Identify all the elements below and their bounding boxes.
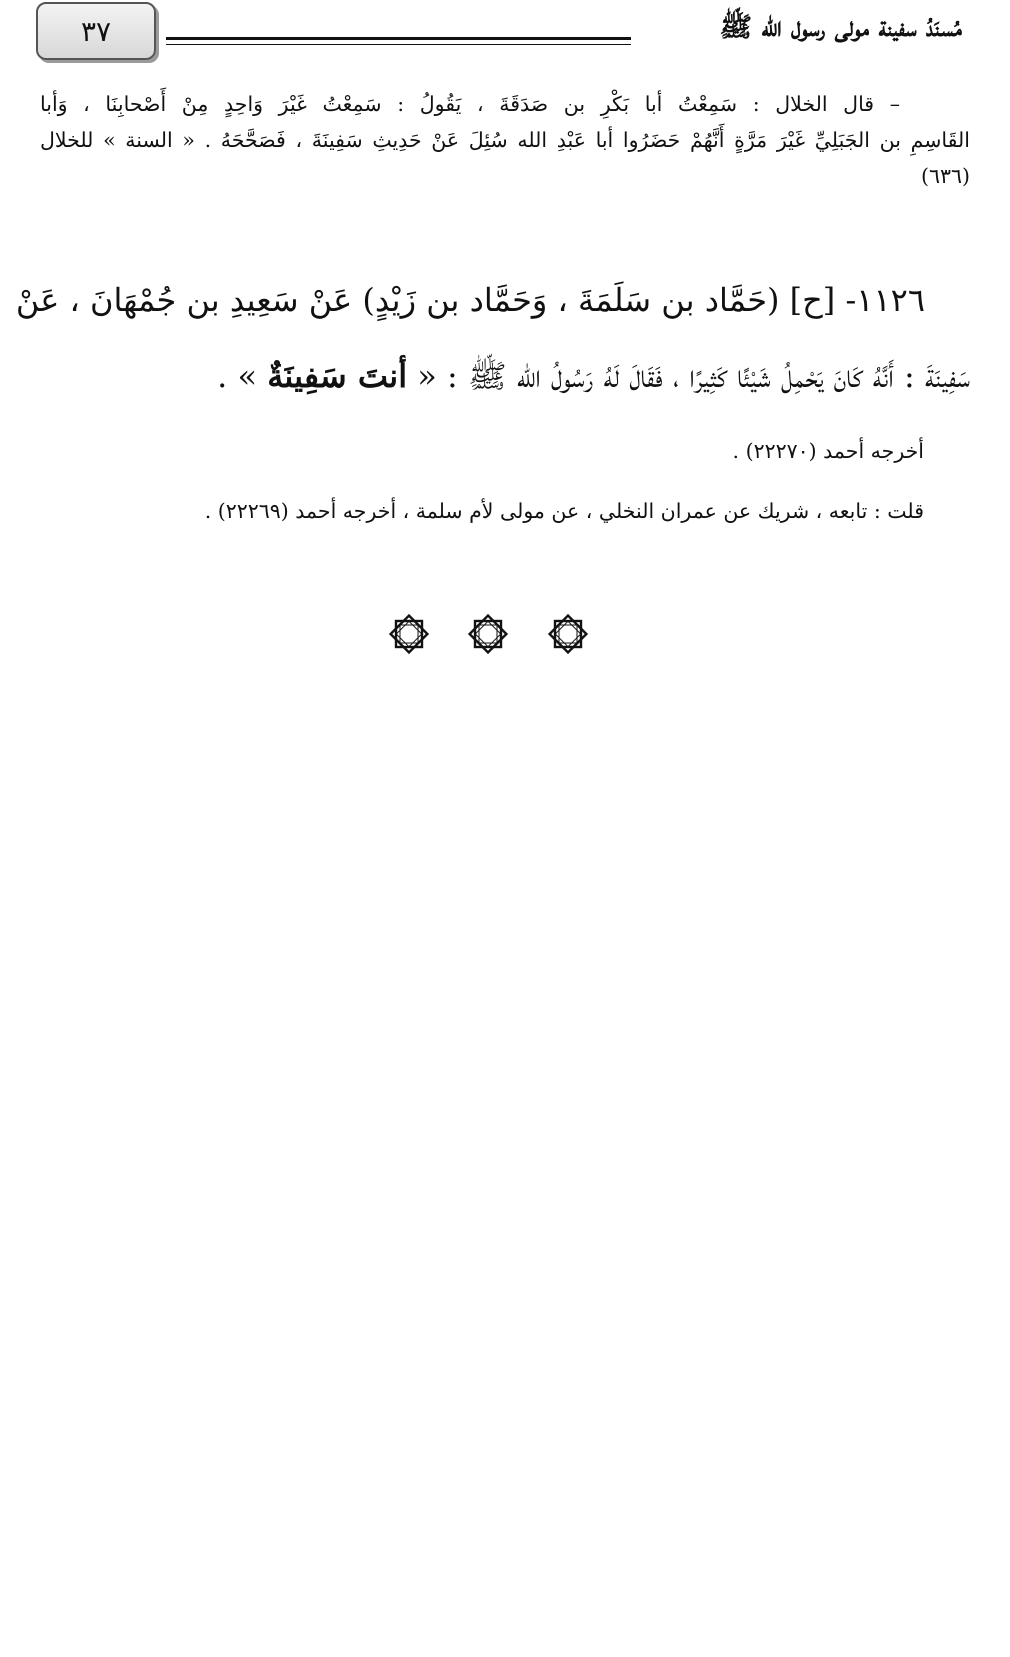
takhrij-line-2: قلت : تابعه ، شريك عن عمران النخلي ، عن مولى لأم سلمة ، أخرجه أحمد (٢٢٢٦٩) . (204, 499, 924, 523)
previous-entry-line: (٦٣٦) (920, 164, 970, 188)
eight-point-star-icon (387, 612, 431, 656)
previous-entry-line: – قال الخلال : سَمِعْتُ أبا بَكْرِ بن صَدَقَةَ ، يَقُولُ : سَمِعْتُ غَيْرَ وَاحِدٍ مِنْ أَصْحابِنَا ، وَأبا (40, 92, 900, 116)
hadith-line-2-end: » . (217, 357, 268, 395)
hadith-text (15, 262, 970, 414)
takhrij-notes (44, 421, 924, 541)
eight-point-star-icon (546, 612, 590, 656)
header-rule-thin (166, 44, 631, 45)
hadith-line-2-start: سَفِينَةَ : أَنَّهُ كَانَ يَحْمِلُ شَيْئًا كَثِيرًا ، فَقَالَ لَهُ رَسُولُ الله ﷺ : « (407, 357, 970, 395)
section-end-ornaments (0, 612, 1010, 662)
hadith-line-2 (40, 338, 970, 414)
page-header (0, 0, 1010, 70)
running-title: مُسنَدُ سفينة مولى رسول الله ﷺ (719, 12, 962, 43)
header-rule (166, 37, 631, 40)
eight-point-star-icon (466, 612, 510, 656)
previous-entry-line: القَاسِمِ بن الجَبَلِيِّ غَيْرَ مَرَّةٍ أَنَّهُمْ حَضَرُوا أبا عَبْدِ الله سُئِلَ عَنْ حَدِيثِ سَفِينَةَ ، فَصَحَّحَهُ . « السنة » للخلال (40, 128, 970, 152)
takhrij-line-1: أخرجه أحمد (٢٢٢٧٠) . (732, 439, 924, 463)
page-number-badge (36, 2, 156, 60)
hadith-quote-bold: أنتَ سَفِينَةٌ (267, 357, 408, 395)
page-number: ٣٧ (80, 14, 112, 48)
previous-entry (40, 86, 970, 194)
hadith-line-1: ١١٢٦- [ح] (حَمَّاد بن سَلَمَةَ ، وَحَمَّاد بن زَيْدٍ) عَنْ سَعِيدِ بن جُمْهَانَ ، عَنْ (15, 281, 925, 319)
